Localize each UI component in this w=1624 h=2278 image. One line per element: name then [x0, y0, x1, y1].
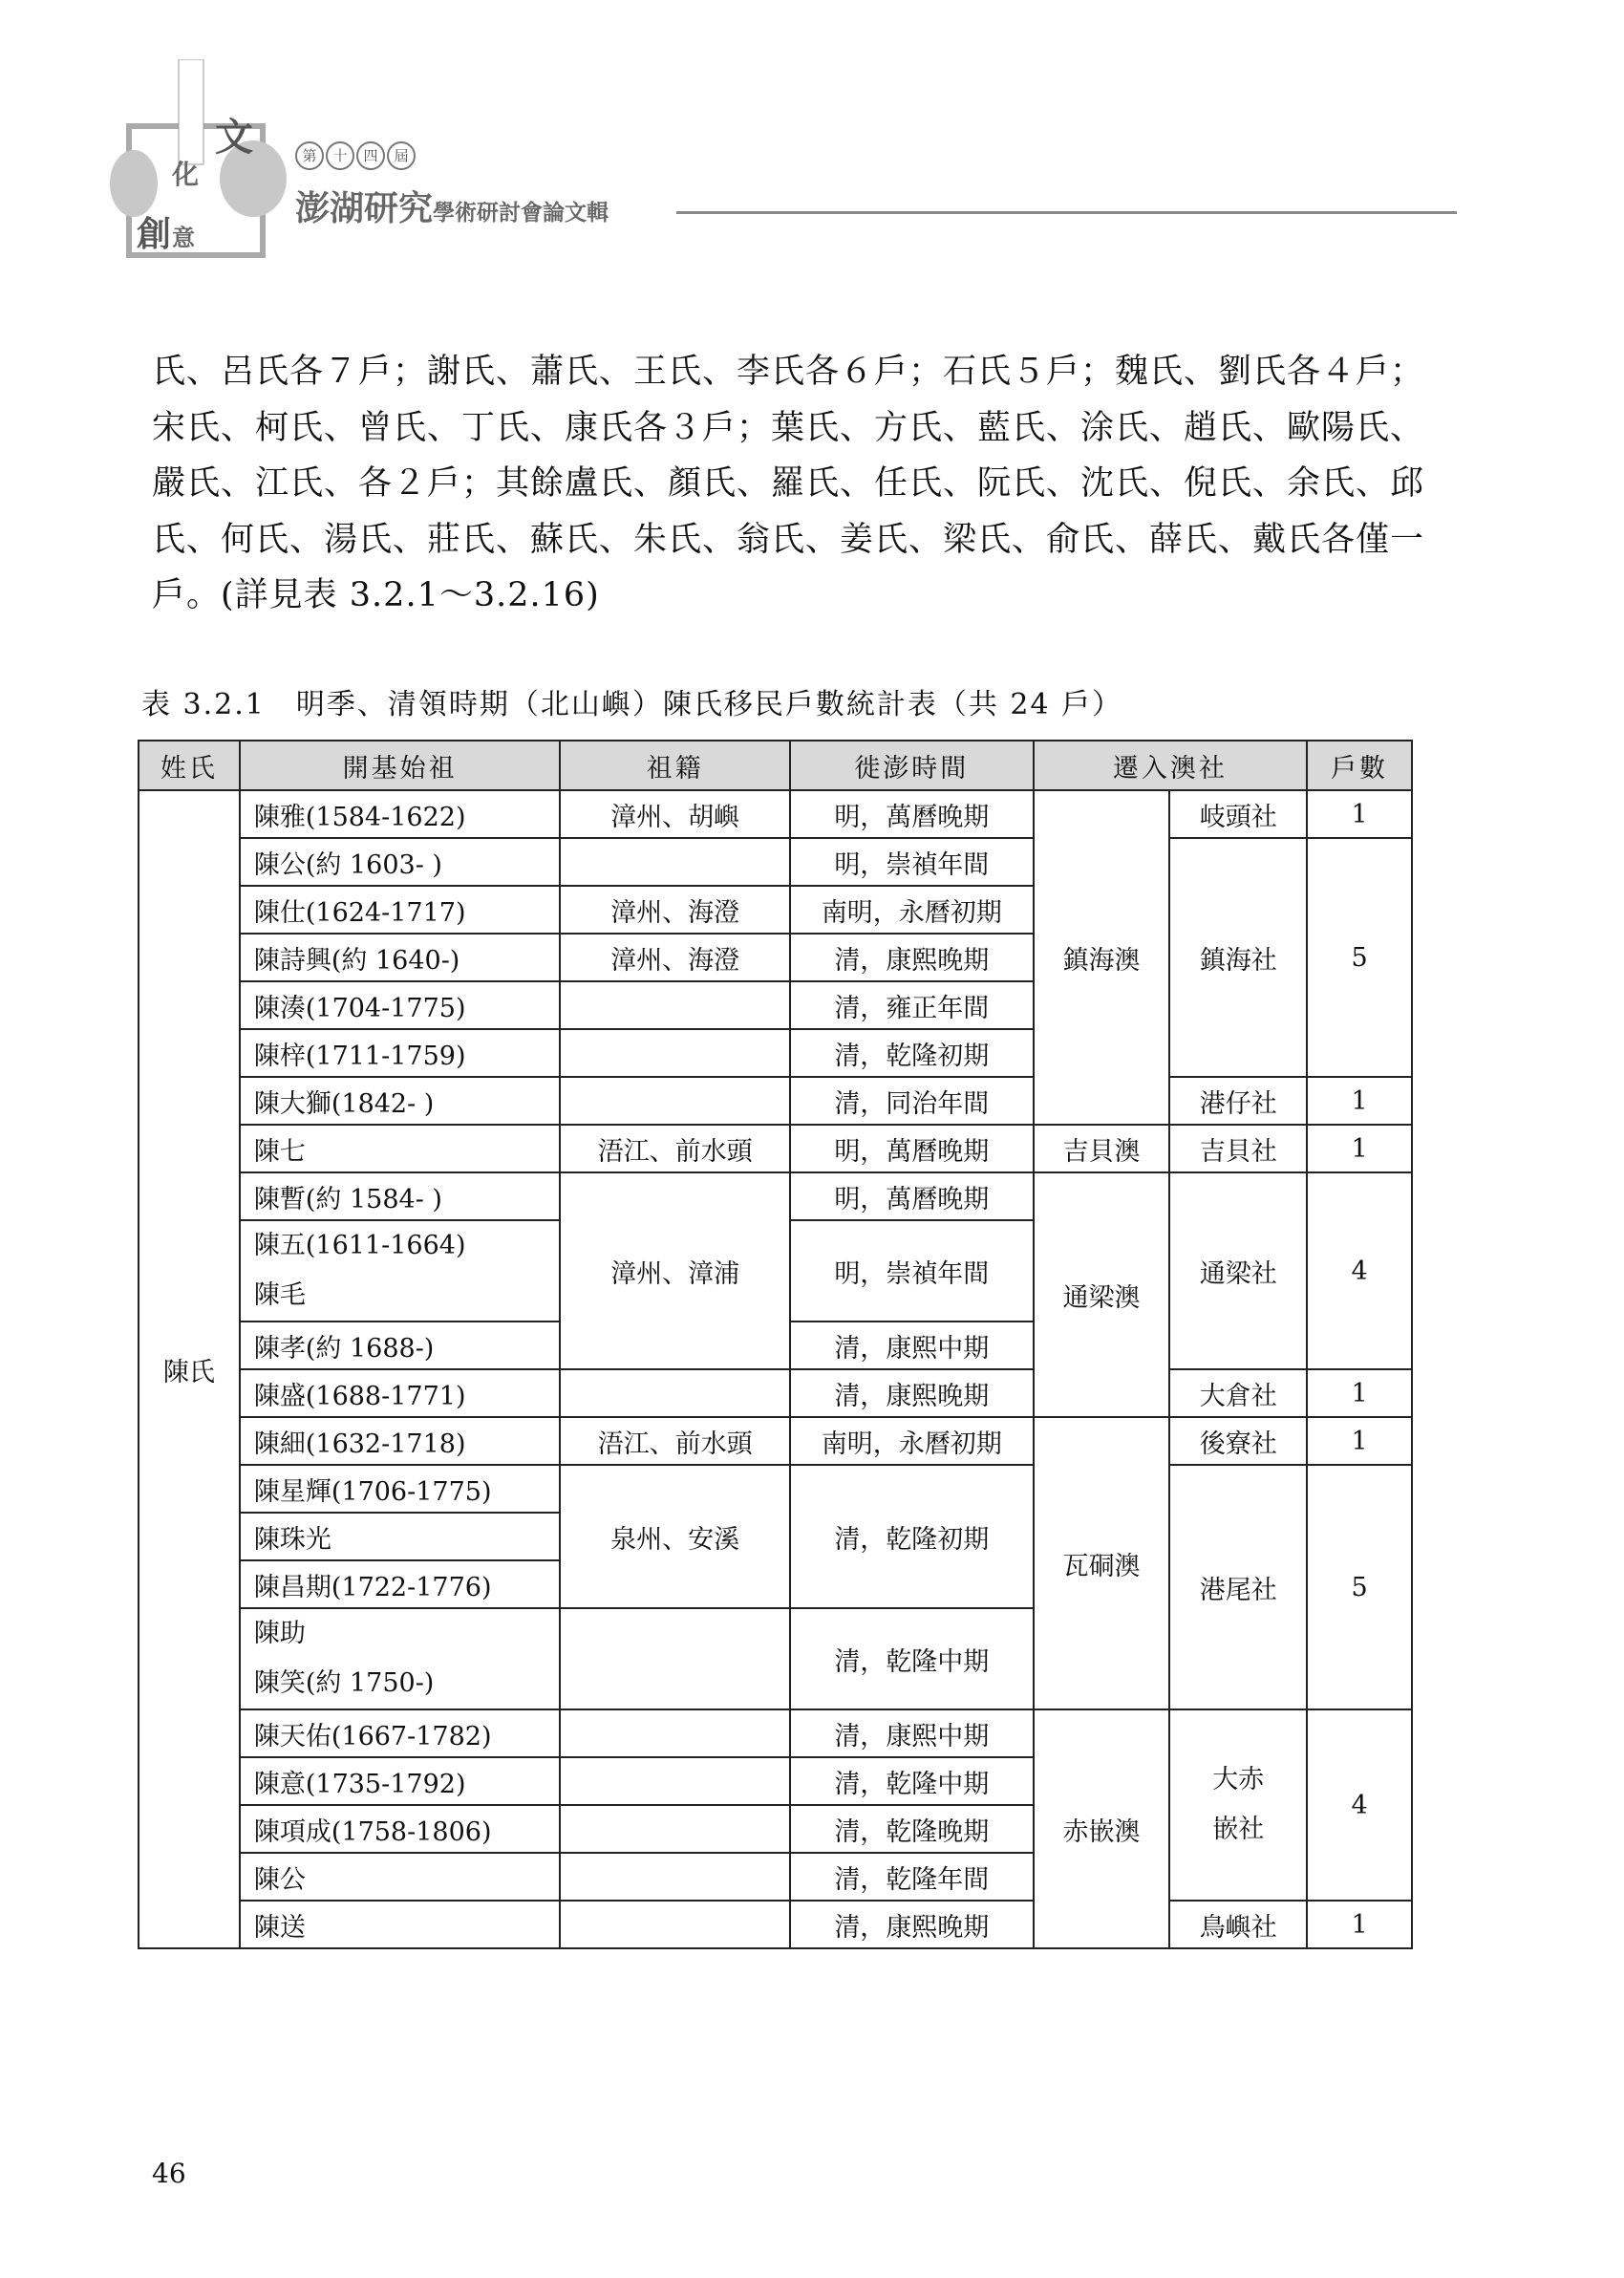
origin-cell	[560, 1369, 790, 1417]
she-cell	[1169, 1077, 1307, 1125]
cell-text: 赤嵌澳	[1062, 1816, 1141, 1847]
cell-text: 鳥嶼社	[1199, 1912, 1277, 1943]
cell-text: 港尾社	[1199, 1575, 1277, 1605]
paragraph-line: 嚴氏、江氏、各２戶；其餘盧氏、顏氏、羅氏、任氏、阮氏、沈氏、倪氏、余氏、邱	[152, 464, 1425, 503]
founder-cell	[240, 1465, 561, 1513]
table-caption: 表 3.2.1 明季、清領時期（北山嶼）陳氏移民戶數統計表（共 24 戶）	[141, 688, 1123, 721]
header-origin: 祖籍	[560, 741, 790, 790]
cell-text: 通梁社	[1199, 1258, 1277, 1289]
origin-cell	[560, 1709, 790, 1757]
cell-text: 港仔社	[1199, 1088, 1277, 1119]
time-cell	[790, 838, 1034, 886]
table-row	[139, 1172, 1412, 1220]
time-cell	[790, 1901, 1034, 1948]
founder-cell	[240, 981, 561, 1029]
cell-text: 陳氏	[162, 1357, 215, 1387]
cell-text: 陳湊(1704-1775)	[253, 993, 466, 1023]
cell-text: 4	[1351, 1256, 1368, 1286]
she-cell	[1169, 1709, 1307, 1901]
cell-text: 大赤	[1212, 1765, 1265, 1794]
cell-text: 嵌社	[1212, 1815, 1265, 1844]
table-row	[139, 1417, 1412, 1465]
founder-cell	[240, 790, 561, 838]
cell-text: 陳珠光	[253, 1524, 331, 1555]
table-row	[139, 1901, 1412, 1948]
founder-cell	[240, 886, 561, 934]
edition-char: 十	[326, 141, 354, 170]
founder-cell	[240, 1608, 561, 1709]
time-cell	[790, 1125, 1034, 1172]
household-count-cell	[1307, 1125, 1412, 1172]
cell-text: 南明，永曆初期	[821, 1429, 1002, 1459]
ao-cell	[1034, 1417, 1170, 1709]
paragraph-line: 氏、呂氏各７戶；謝氏、蕭氏、王氏、李氏各６戶；石氏５戶；魏氏、劉氏各４戶；	[152, 353, 1425, 391]
cell-text: 大倉社	[1199, 1381, 1277, 1411]
cell-text: 清，雍正年間	[834, 993, 990, 1023]
founder-cell	[240, 1709, 561, 1757]
she-cell	[1169, 1125, 1307, 1172]
household-count-cell	[1307, 1709, 1412, 1901]
cell-text: 陳送	[253, 1912, 306, 1943]
ao-cell	[1034, 790, 1170, 1125]
household-count-cell	[1307, 1077, 1412, 1125]
founder-cell	[240, 1805, 561, 1853]
cell-text: 漳州、胡嶼	[610, 802, 740, 832]
cell-text: 陳雅(1584-1622)	[253, 802, 466, 832]
cell-text: 陳大獅(1842- )	[253, 1088, 435, 1119]
time-cell	[790, 1465, 1034, 1608]
cell-text: 清，同治年間	[834, 1088, 990, 1119]
cell-text: 漳州、漳浦	[610, 1258, 740, 1289]
cell-text: 陳暫(約 1584- )	[253, 1184, 442, 1214]
cell-text: 鎮海澳	[1062, 945, 1141, 976]
cell-text: 岐頭社	[1199, 802, 1277, 832]
cell-text: 泉州、安溪	[610, 1524, 740, 1555]
cell-text: 1	[1351, 1909, 1368, 1940]
time-cell	[790, 1805, 1034, 1853]
cell-text: 陳盛(1688-1771)	[253, 1381, 466, 1411]
founder-cell	[240, 1901, 561, 1948]
time-cell	[790, 981, 1034, 1029]
conference-logo	[110, 59, 287, 260]
cell-text: 陳七	[253, 1136, 306, 1167]
header-founder: 開基始祖	[240, 741, 561, 790]
cell-text: 清，康熙晚期	[834, 1912, 990, 1943]
cell-text: 1	[1351, 1133, 1368, 1164]
ao-cell	[1034, 1125, 1170, 1172]
paragraph-line: 戶。(詳見表 3.2.1～3.2.16)	[152, 576, 600, 614]
cell-text: 清，康熙中期	[834, 1721, 990, 1751]
cell-text: 陳意(1735-1792)	[253, 1769, 466, 1799]
time-cell	[790, 1172, 1034, 1220]
time-cell	[790, 886, 1034, 934]
she-cell	[1169, 1172, 1307, 1369]
cell-text: 陳毛	[253, 1280, 306, 1310]
edition-char: 四	[356, 141, 385, 170]
origin-cell	[560, 1805, 790, 1853]
cell-text: 漳州、海澄	[610, 945, 740, 976]
svg-text:意: 意	[172, 224, 195, 251]
cell-text: 清，乾隆中期	[834, 1769, 990, 1799]
cell-text: 清，康熙中期	[834, 1333, 990, 1364]
cell-text: 陳五(1611-1664)	[253, 1231, 466, 1260]
header-divider	[676, 211, 1457, 214]
origin-cell	[560, 981, 790, 1029]
founder-cell	[240, 1560, 561, 1608]
cell-text: 陳詩興(約 1640-)	[253, 945, 460, 976]
cell-text: 陳星輝(1706-1775)	[253, 1476, 492, 1507]
migration-table	[138, 740, 1413, 1949]
origin-cell	[560, 1757, 790, 1805]
book-title-sub: 學術研討會論文輯	[433, 200, 609, 226]
she-cell	[1169, 838, 1307, 1077]
she-cell	[1169, 1369, 1307, 1417]
cell-text: 1	[1351, 1085, 1368, 1116]
table-row	[139, 838, 1412, 886]
cell-text: 陳助	[253, 1619, 306, 1648]
cell-text: 陳細(1632-1718)	[253, 1429, 466, 1459]
household-count-cell	[1307, 1901, 1412, 1948]
origin-cell	[560, 1465, 790, 1608]
cell-text: 清，乾隆年間	[834, 1864, 990, 1895]
table-row	[139, 1369, 1412, 1417]
founder-cell	[240, 1853, 561, 1901]
cell-text: 5	[1351, 942, 1368, 973]
cell-text: 陳昌期(1722-1776)	[253, 1572, 492, 1602]
cell-text: 明，萬曆晚期	[834, 1184, 990, 1214]
origin-cell	[560, 838, 790, 886]
time-cell	[790, 790, 1034, 838]
cell-text: 陳項成(1758-1806)	[253, 1816, 492, 1847]
cell-text: 5	[1351, 1572, 1368, 1602]
founder-cell	[240, 1417, 561, 1465]
origin-cell	[560, 1901, 790, 1948]
cell-text: 鎮海社	[1199, 945, 1277, 976]
household-count-cell	[1307, 838, 1412, 1077]
founder-cell	[240, 838, 561, 886]
founder-cell	[240, 1172, 561, 1220]
book-title	[295, 182, 609, 230]
cell-text: 1	[1351, 799, 1368, 829]
cell-text: 明，崇禎年間	[834, 1258, 990, 1289]
paragraph-line: 氏、何氏、湯氏、莊氏、蘇氏、朱氏、翁氏、姜氏、梁氏、俞氏、薛氏、戴氏各僅一	[152, 520, 1425, 559]
svg-text:創: 創	[137, 214, 172, 254]
origin-cell	[560, 886, 790, 934]
founder-cell	[240, 1077, 561, 1125]
origin-cell	[560, 1608, 790, 1709]
cell-text: 清，乾隆晚期	[834, 1816, 990, 1847]
founder-cell	[240, 934, 561, 981]
table-row	[139, 1077, 1412, 1125]
household-count-cell	[1307, 1465, 1412, 1709]
cell-text: 陳梓(1711-1759)	[253, 1041, 466, 1071]
time-cell	[790, 1608, 1034, 1709]
cell-text: 漳州、海澄	[610, 897, 740, 928]
cell-text: 1	[1351, 1426, 1368, 1456]
table-row	[139, 790, 1412, 838]
svg-text:化: 化	[172, 159, 200, 190]
book-title-main: 澎湖研究	[295, 188, 434, 228]
time-cell	[790, 1029, 1034, 1077]
edition-char: 第	[295, 141, 324, 170]
origin-cell	[560, 1417, 790, 1465]
household-count-cell	[1307, 1417, 1412, 1465]
she-cell	[1169, 790, 1307, 838]
founder-cell	[240, 1369, 561, 1417]
time-cell	[790, 1322, 1034, 1369]
origin-cell	[560, 934, 790, 981]
edition-badge	[295, 141, 416, 170]
cell-text: 清，乾隆初期	[834, 1041, 990, 1071]
time-cell	[790, 1709, 1034, 1757]
table-row	[139, 1709, 1412, 1757]
she-cell	[1169, 1465, 1307, 1709]
time-cell	[790, 1853, 1034, 1901]
cell-text: 清，乾隆中期	[834, 1646, 990, 1677]
time-cell	[790, 1220, 1034, 1322]
origin-cell	[560, 1125, 790, 1172]
founder-cell	[240, 1757, 561, 1805]
header-surname: 姓氏	[139, 741, 240, 790]
time-cell	[790, 1757, 1034, 1805]
page-number: 46	[152, 2158, 186, 2189]
cell-text: 吉貝澳	[1062, 1136, 1141, 1167]
svg-text:文: 文	[215, 115, 253, 160]
cell-text: 清，康熙晚期	[834, 945, 990, 976]
she-cell	[1169, 1417, 1307, 1465]
cell-text: 浯江、前水頭	[597, 1429, 753, 1459]
cell-text: 通梁澳	[1062, 1282, 1141, 1313]
table-row	[139, 1125, 1412, 1172]
founder-cell	[240, 1125, 561, 1172]
household-count-cell	[1307, 790, 1412, 838]
origin-cell	[560, 790, 790, 838]
time-cell	[790, 1077, 1034, 1125]
cell-text: 瓦硐澳	[1062, 1551, 1141, 1581]
time-cell	[790, 1417, 1034, 1465]
cell-text: 陳孝(約 1688-)	[253, 1333, 435, 1364]
cell-text: 明，崇禎年間	[834, 849, 990, 880]
founder-cell	[240, 1322, 561, 1369]
household-count-cell	[1307, 1172, 1412, 1369]
time-cell	[790, 1369, 1034, 1417]
cell-text: 明，萬曆晚期	[834, 1136, 990, 1167]
cell-text: 南明，永曆初期	[821, 897, 1002, 928]
she-cell	[1169, 1901, 1307, 1948]
ao-cell	[1034, 1709, 1170, 1948]
cell-text: 浯江、前水頭	[597, 1136, 753, 1167]
founder-cell	[240, 1513, 561, 1560]
surname-cell	[139, 790, 240, 1948]
household-count-cell	[1307, 1369, 1412, 1417]
header-count: 戶數	[1307, 741, 1412, 790]
cell-text: 清，康熙晚期	[834, 1381, 990, 1411]
cell-text: 陳笑(約 1750-)	[253, 1668, 435, 1698]
cell-text: 1	[1351, 1378, 1368, 1408]
founder-cell	[240, 1220, 561, 1322]
origin-cell	[560, 1029, 790, 1077]
edition-char: 屆	[387, 141, 416, 170]
time-cell	[790, 934, 1034, 981]
cell-text: 陳天佑(1667-1782)	[253, 1721, 492, 1751]
origin-cell	[560, 1853, 790, 1901]
paragraph-line: 宋氏、柯氏、曾氏、丁氏、康氏各３戶；葉氏、方氏、藍氏、涂氏、趙氏、歐陽氏、	[152, 408, 1425, 447]
header-settlement: 遷入澳社	[1034, 741, 1307, 790]
body-paragraph	[152, 344, 1425, 624]
cell-text: 後寮社	[1199, 1429, 1277, 1459]
founder-cell	[240, 1029, 561, 1077]
origin-cell	[560, 1172, 790, 1369]
origin-cell	[560, 1077, 790, 1125]
cell-text: 陳公	[253, 1864, 306, 1895]
cell-text: 清，乾隆初期	[834, 1524, 990, 1555]
cell-text: 明，萬曆晚期	[834, 802, 990, 832]
cell-text: 陳公(約 1603- )	[253, 849, 442, 880]
cell-text: 吉貝社	[1199, 1136, 1277, 1167]
ao-cell	[1034, 1172, 1170, 1417]
header-time: 徙澎時間	[790, 741, 1034, 790]
cell-text: 4	[1351, 1790, 1368, 1820]
cell-text: 陳仕(1624-1717)	[253, 897, 466, 928]
table-header-row	[139, 741, 1412, 790]
table-row	[139, 1465, 1412, 1513]
